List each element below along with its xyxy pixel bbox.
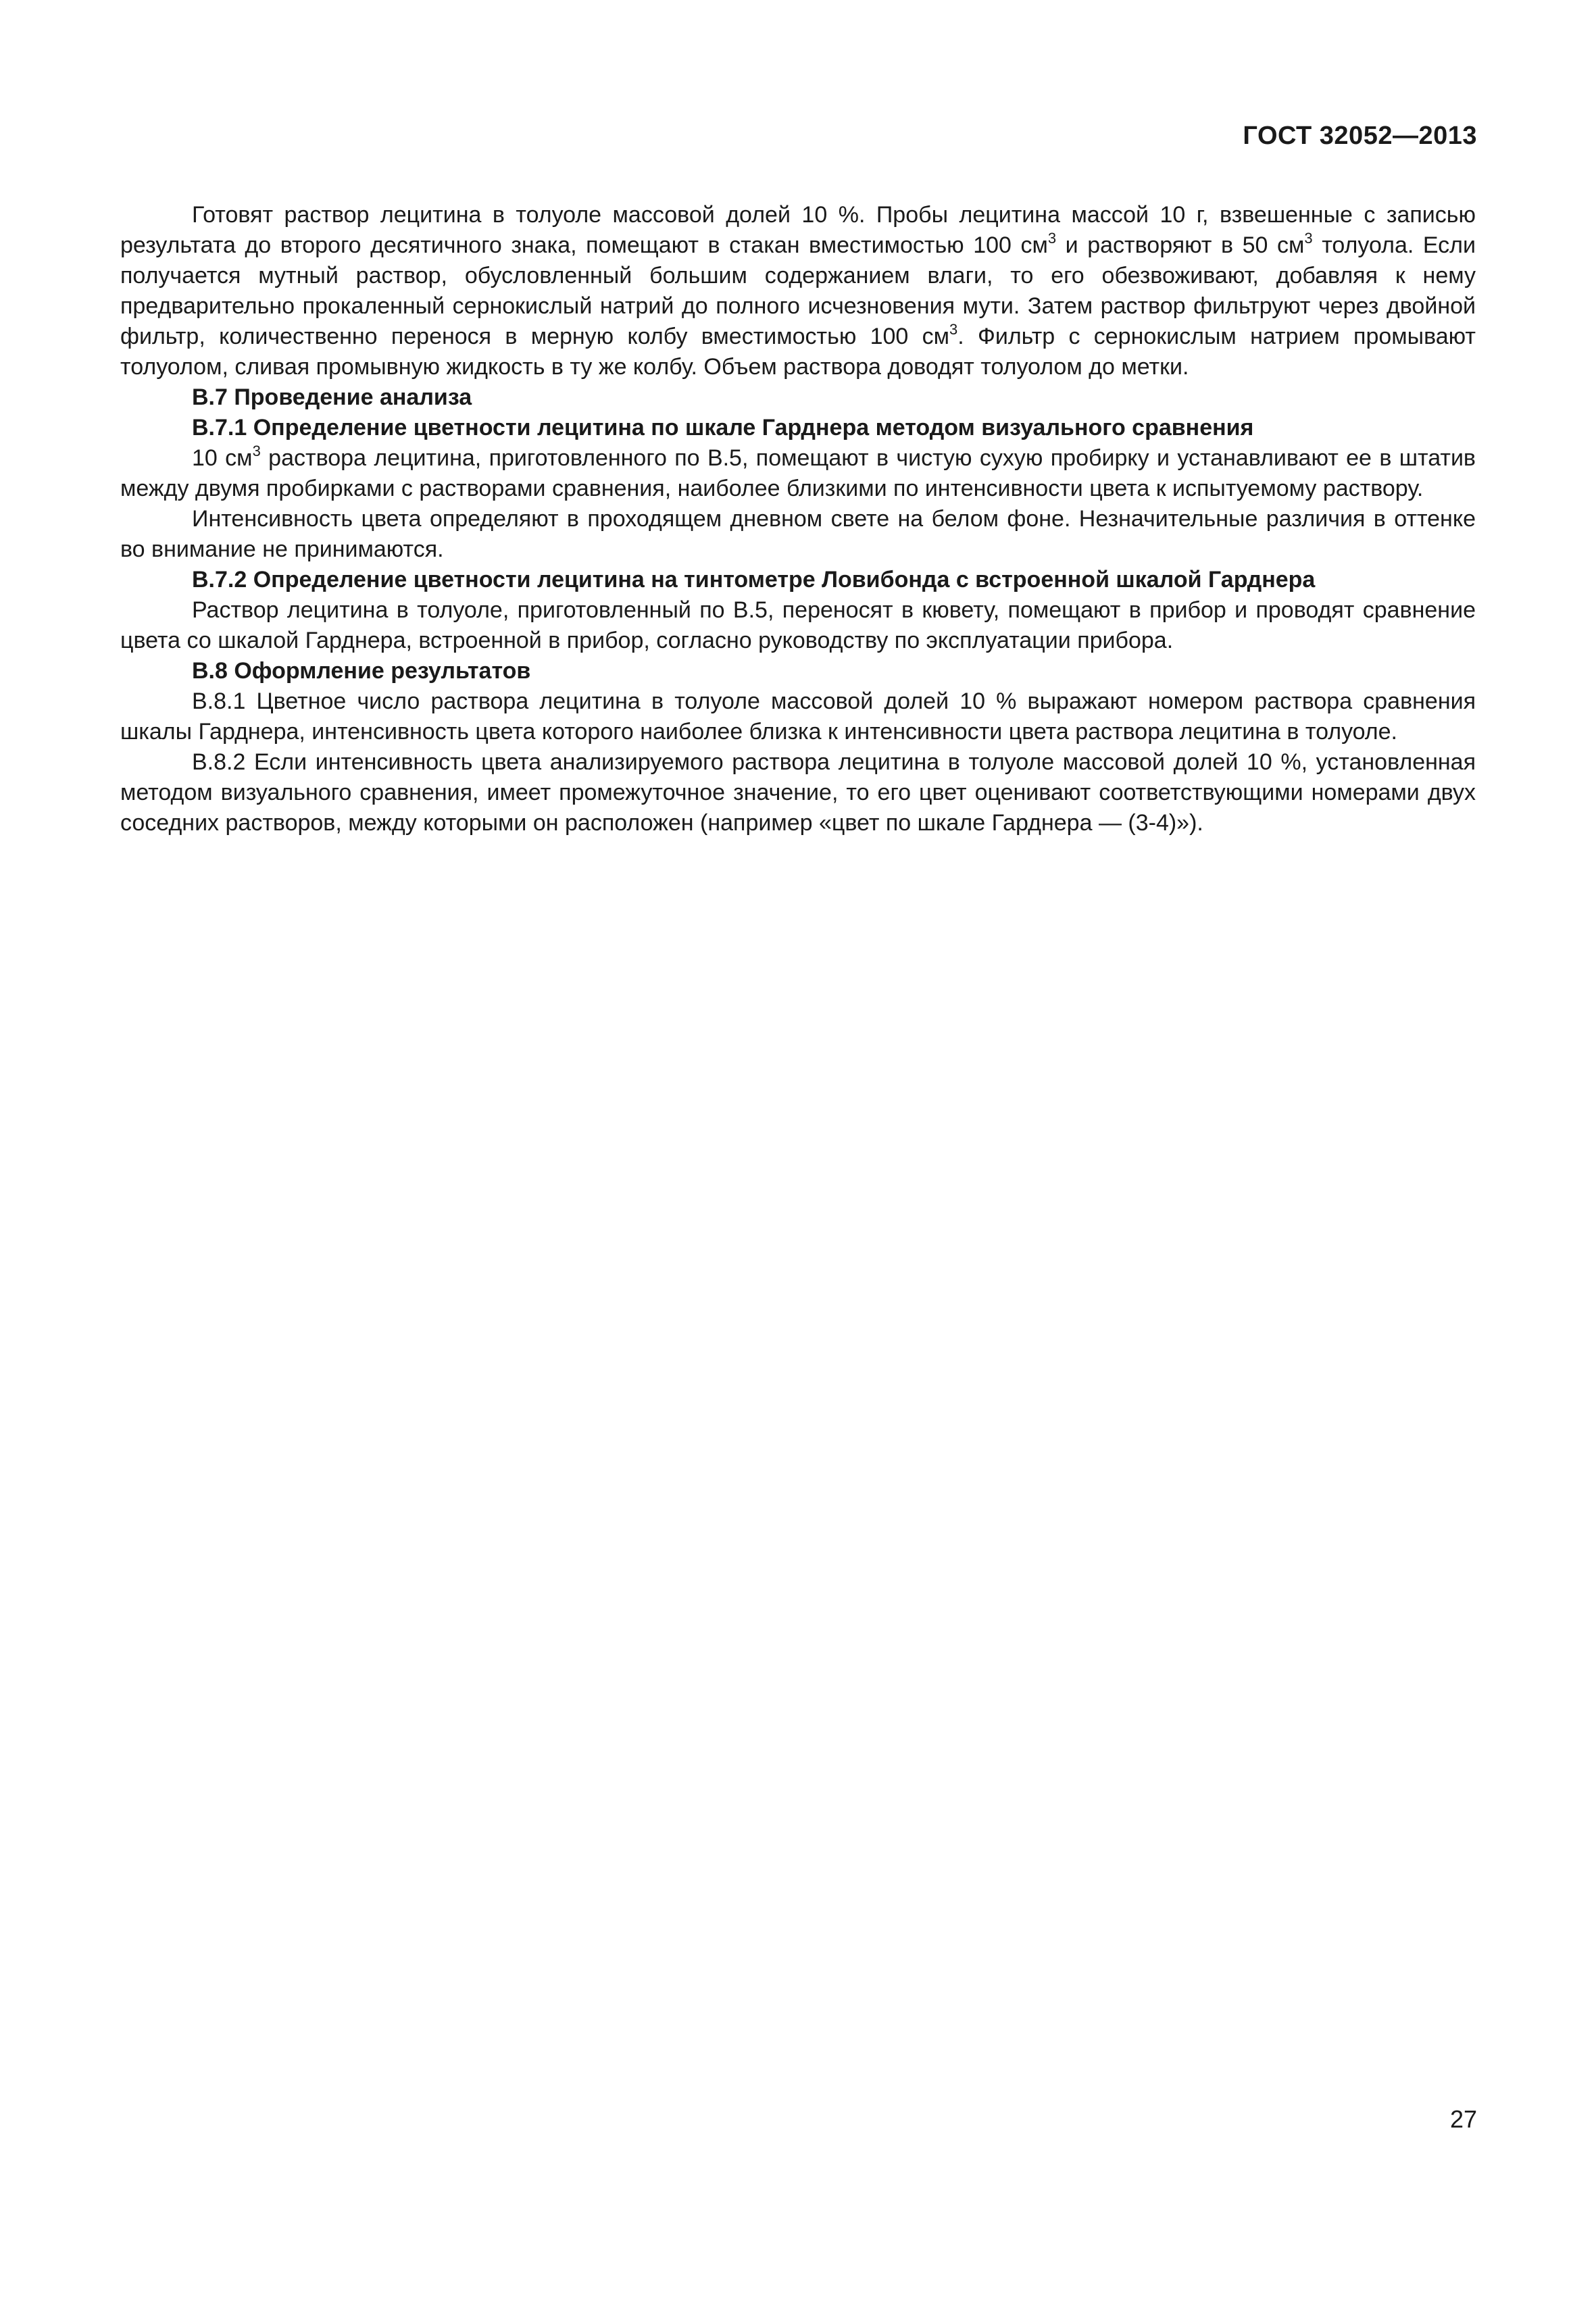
text-run: и растворяют в 50 см [1056,232,1305,258]
document-body [120,200,1476,838]
text-run: 10 см [192,445,253,471]
superscript: 3 [949,321,958,338]
paragraph-b82: В.8.2 Если интенсивность цвета анализируемого раствора лецитина в толуоле массовой долей 10 %, установленная методом визуального сравнения, имеет промежуточное значение, то его цвет оценивают соответствующими номерами двух соседних растворов, между которыми он расположен (например «цвет по шкале Гарднера — (3-4)»). [120,749,1476,836]
page-number: 27 [1449,2105,1477,2133]
superscript: 3 [1047,230,1057,247]
section-heading-b8: В.8 Оформление результатов [192,658,531,684]
superscript: 3 [1304,230,1313,247]
superscript: 3 [252,443,261,459]
section-heading-b71: В.7.1 Определение цветности лецитина по шкале Гарднера методом визуального сравнения [192,415,1254,441]
text-run: толуола. Если получается мутный раствор, обусловленный большим содержанием влаги, то его обезвоживают, добавляя к нему предварительно прокаленный сернокислый натрий до полного исчезновения мути. Затем раствор фильтруют через двойной фильтр, количественно перенося в мерную колбу вместимостью 100 см [120,232,1476,349]
text-run: Готовят раствор лецитина в толуоле массовой долей 10 %. Пробы лецитина массой 10 г, взвешенные с записью результата до второго десятичного знака, помещают в стакан вместимостью 100 см [120,202,1476,258]
text-run: раствора лецитина, приготовленного по В.5, помещают в чистую сухую пробирку и устанавливают ее в штатив между двумя пробирками с растворами сравнения, наиболее близкими по интенсивности цвета к испытуемому раствору. [120,445,1476,501]
paragraph-light-conditions: Интенсивность цвета определяют в проходящем дневном свете на белом фоне. Незначительные различия в оттенке во внимание не принимаются. [120,506,1476,562]
text-run: . Фильтр с сернокислым натрием промывают толуолом, сливая промывную жидкость в ту же колбу. Объем раствора доводят толуолом до метки. [120,324,1476,380]
document-header: ГОСТ 32052—2013 [1243,122,1477,150]
section-heading-b7: В.7 Проведение анализа [192,384,472,410]
paragraph-b81: В.8.1 Цветное число раствора лецитина в толуоле массовой долей 10 % выражают номером раствора сравнения шкалы Гарднера, интенсивность цвета которого наиболее близка к интенсивности цвета раствора лецитина в толуоле. [120,688,1476,745]
section-heading-b72: В.7.2 Определение цветности лецитина на тинтометре Ловибонда с встроенной шкалой Гарднера [192,567,1316,593]
paragraph-visual-comparison [120,443,1476,504]
paragraph-lovibond: Раствор лецитина в толуоле, приготовленный по В.5, переносят в кювету, помещают в прибор и проводят сравнение цвета со шкалой Гарднера, встроенной в прибор, согласно руководству по эксплуатации прибора. [120,597,1476,653]
paragraph-sample-preparation [120,200,1476,382]
